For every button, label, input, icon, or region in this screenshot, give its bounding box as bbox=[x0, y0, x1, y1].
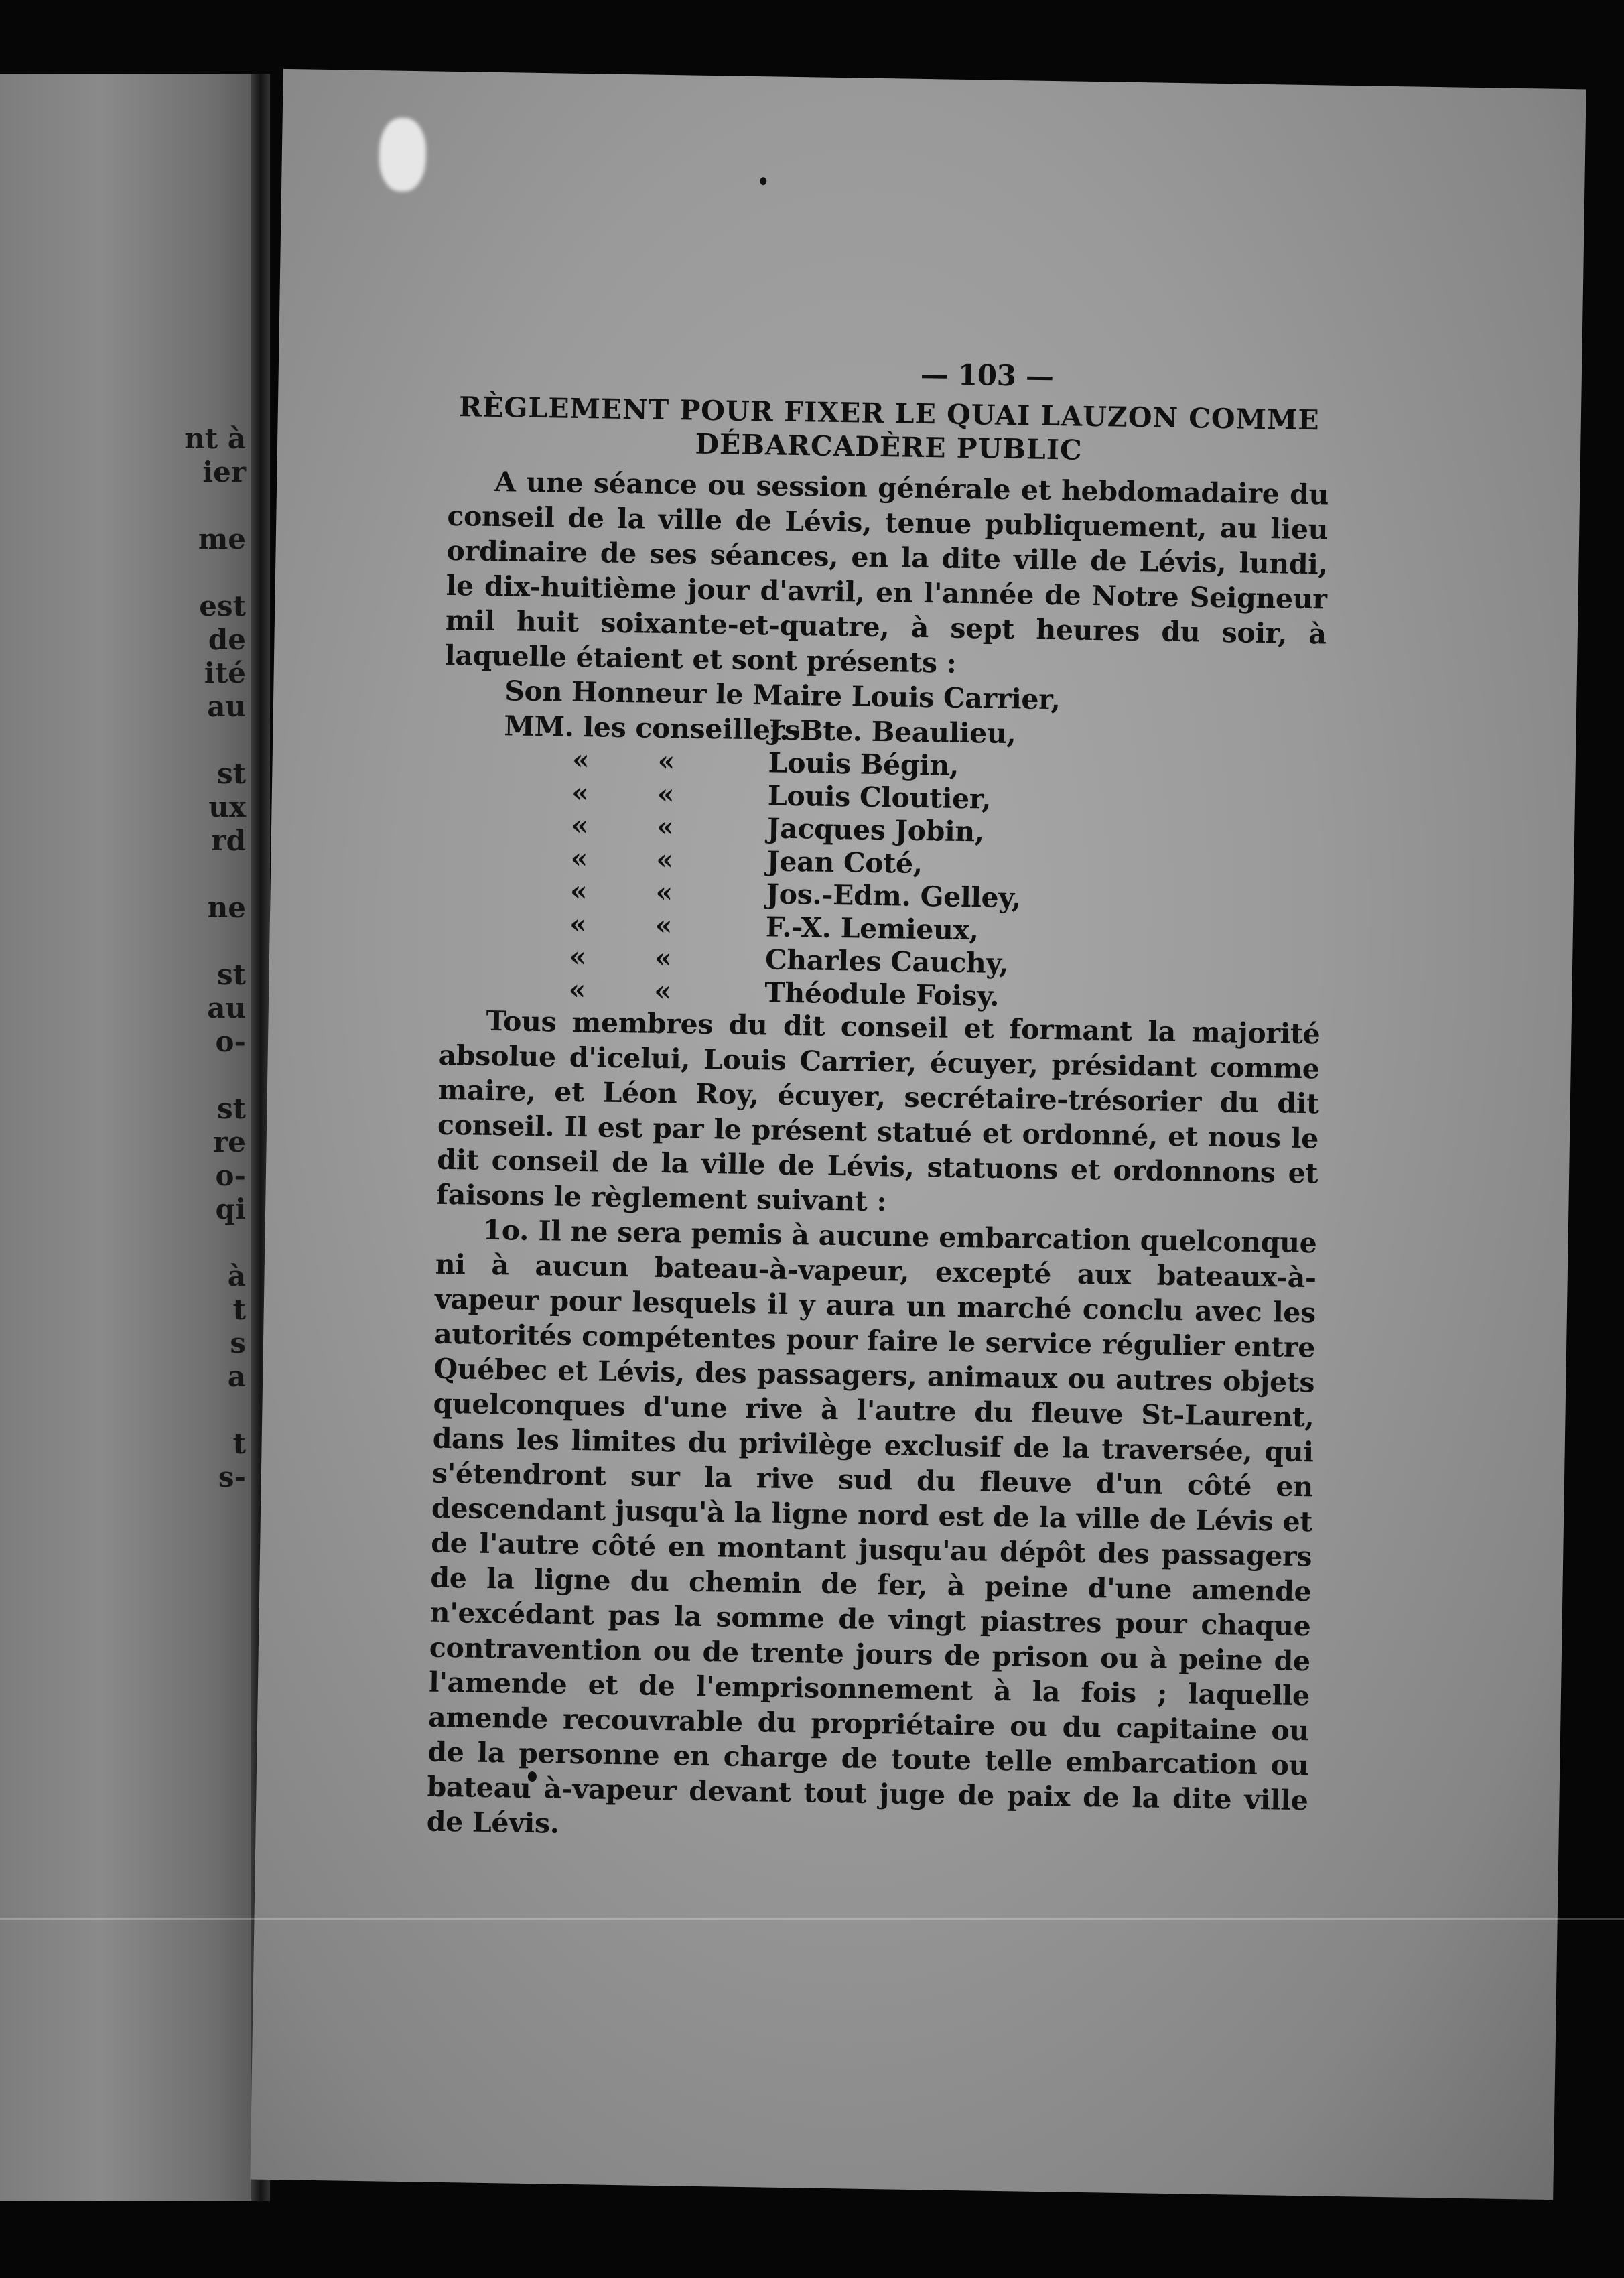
ditto-mark: « bbox=[657, 777, 675, 811]
left-page-fragment: ne bbox=[207, 891, 246, 924]
paper-stain bbox=[379, 117, 427, 192]
councillor-name: Louis Cloutier, bbox=[767, 779, 992, 815]
ditto-mark: « bbox=[653, 974, 672, 1008]
left-page-fragment: st bbox=[216, 1092, 246, 1125]
ditto-mark: « bbox=[569, 907, 587, 941]
main-page bbox=[250, 69, 1586, 2200]
ditto-mark: « bbox=[656, 843, 674, 876]
councillor-name: Jos.-Edm. Gelley, bbox=[766, 878, 1022, 915]
left-page-fragment bbox=[184, 1394, 246, 1427]
councillor-name: Louis Bégin, bbox=[768, 746, 959, 782]
left-page-fragment bbox=[184, 1226, 246, 1260]
ditto-mark: « bbox=[655, 909, 673, 942]
left-page-fragment: a bbox=[227, 1360, 246, 1393]
left-page-fragment: s- bbox=[218, 1461, 246, 1493]
left-page-text-fragments bbox=[184, 422, 246, 1494]
left-page-fragment bbox=[184, 556, 246, 590]
left-page-fragment: me bbox=[198, 523, 246, 555]
left-page-fragment: st bbox=[216, 958, 246, 991]
majority-paragraph: Tous membres du dit conseil et formant la majorité absolue d'icelui, Louis Carrier, écuyer, présidant comme maire, et Léon Roy, écuyer, secrétaire-trésorier du dit conseil. Il est par le présent statué et ordonné, et nous le dit conseil de la ville de Lévis, statuons et ordonnons et faisons le règlement suivant : bbox=[436, 1004, 1321, 1218]
left-page-fragment bbox=[184, 858, 246, 891]
left-page-fragment bbox=[184, 925, 246, 958]
ditto-mark: « bbox=[654, 941, 672, 975]
page-body bbox=[426, 350, 1331, 1853]
article-1-paragraph: 1o. Il ne sera pemis à aucune embarcation quelconque ni à aucun bateau-à-vapeur, excepté aux bateaux-à-vapeur pour lesquels il y aura un marché conclu avec les autorités compétentes pour faire le service régulier entre Québec et Lévis, des passagers, animaux ou autres objets quelconques d'une rive à l'autre du fleuve St-Laurent, dans les limites du privilège exclusif de la traversée, qui s'étendront sur la rive sud du fleuve d'un côté en descendant jusqu'à la ligne nord est de la ville de Lévis et de l'autre côté en montant jusqu'au dépôt des passagers de la ligne du chemin de fer, à peine d'une amende n'excédant pas la somme de vingt piastres pour chaque contravention ou de trente jours de prison ou à peine de l'amende et de l'emprisonnement à la fois ; laquelle amende recouvrable du propriétaire ou du capitaine ou de la personne en charge de toute telle embarcation ou bateau à-vapeur devant tout juge de paix de la dite ville de Lévis. bbox=[426, 1213, 1317, 1840]
left-page-fragment bbox=[184, 1059, 246, 1092]
left-page-fragment: ux bbox=[208, 791, 246, 823]
ditto-mark: « bbox=[656, 810, 674, 844]
paper-speck bbox=[760, 177, 766, 185]
left-page-fragment: au bbox=[207, 690, 246, 723]
left-page-fragment: de bbox=[208, 623, 246, 656]
page-title-line-2: DÉBARCADÈRE PUBLIC bbox=[695, 427, 1083, 466]
left-page-fragment: ité bbox=[204, 657, 246, 689]
ditto-mark: « bbox=[571, 809, 589, 842]
left-page-fragment: ier bbox=[202, 456, 246, 488]
councillor-name: Jean Coté, bbox=[766, 845, 923, 880]
ditto-mark: « bbox=[569, 940, 587, 974]
left-page-fragment: qi bbox=[215, 1193, 246, 1225]
left-page-fragment: nt à bbox=[184, 422, 246, 455]
left-page-fragment: o- bbox=[215, 1025, 246, 1058]
councillor-name: F.-X. Lemieux, bbox=[765, 911, 979, 947]
intro-paragraph: A une séance ou session générale et hebdomadaire du conseil de la ville de Lévis, tenue publiquement, au lieu ordinaire de ses séances, en la dite ville de Lévis, lundi, le dix-huitième jour d'avril, en l'année de Notre Seigneur mil huit soixante-et-quatre, à sept heures du soir, à laquelle étaient et sont présents : bbox=[444, 465, 1329, 679]
ditto-mark: « bbox=[569, 874, 588, 908]
councillor-name: Charles Cauchy, bbox=[764, 943, 1009, 980]
councillor-name: Théodule Foisy. bbox=[764, 976, 1000, 1012]
left-page-fragment bbox=[184, 724, 246, 757]
ditto-mark: « bbox=[570, 842, 588, 875]
left-page-fragment: t bbox=[232, 1427, 246, 1460]
left-page-fragment bbox=[184, 489, 246, 523]
left-page-fragment: rd bbox=[211, 824, 246, 857]
left-page-fragment: est bbox=[199, 590, 246, 622]
scanner-line-artifact bbox=[0, 1918, 1624, 1920]
councillor-name: Jacques Jobin, bbox=[766, 812, 985, 848]
page-title-line-1: RÈGLEMENT POUR FIXER LE QUAI LAUZON COMME bbox=[458, 391, 1321, 437]
left-page-fragment: re bbox=[213, 1126, 246, 1158]
councillor-name: J.-Bte. Beaulieu, bbox=[768, 714, 1016, 750]
councillors-list bbox=[500, 708, 1325, 1016]
ditto-mark: « bbox=[657, 744, 675, 778]
left-page-fragment: à bbox=[227, 1260, 246, 1292]
left-facing-page bbox=[0, 74, 251, 2201]
left-page-fragment: s bbox=[230, 1327, 246, 1359]
page-title bbox=[448, 390, 1330, 471]
mayor-line: Son Honneur le Maire Louis Carrier, bbox=[504, 675, 1061, 716]
left-page-fragment: au bbox=[207, 992, 246, 1024]
left-page-fragment: o- bbox=[215, 1159, 246, 1192]
ditto-mark: « bbox=[568, 973, 586, 1006]
ditto-mark: « bbox=[571, 776, 589, 809]
left-page-fragment: t bbox=[232, 1293, 246, 1326]
page-number: — 103 — bbox=[920, 357, 1055, 393]
ditto-mark: « bbox=[655, 876, 673, 909]
ditto-mark: « bbox=[571, 743, 590, 777]
councillors-label: MM. les conseillers bbox=[504, 710, 801, 747]
left-page-fragment: st bbox=[216, 757, 246, 790]
